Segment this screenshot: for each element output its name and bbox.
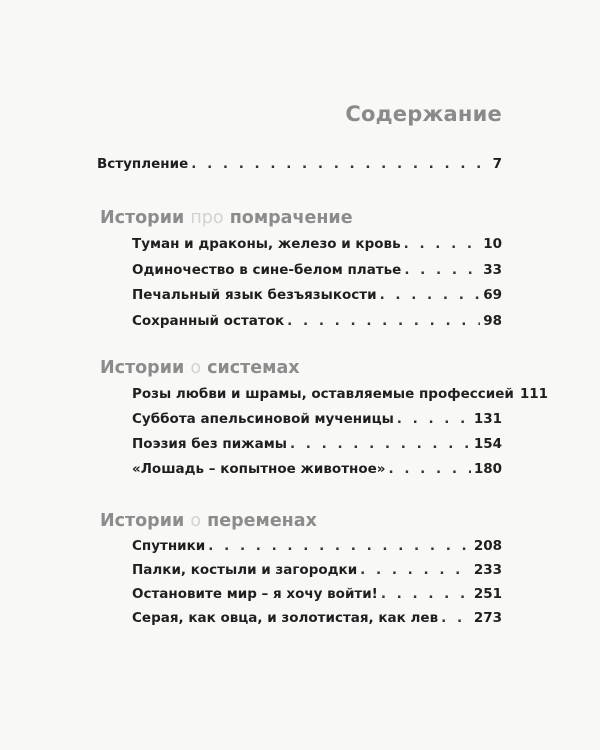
toc-entry-page: 33 — [483, 262, 502, 278]
toc-entry — [132, 313, 502, 329]
toc-entry-label: Печальный язык безъязыкости — [132, 287, 377, 303]
toc-entry-label: «Лошадь – копытное животное» — [132, 461, 386, 477]
dot-leader — [404, 262, 480, 278]
section-heading-connector: о — [190, 358, 202, 378]
toc-entry-page: 98 — [483, 313, 502, 329]
toc-entry-label: Серая, как овца, и золотистая, как лев — [132, 610, 439, 626]
section-heading-word: Истории — [100, 358, 185, 378]
toc-entry-page: 233 — [473, 562, 502, 578]
section-heading-3 — [100, 511, 317, 531]
dot-leader — [208, 538, 471, 554]
dot-leader — [380, 287, 481, 303]
page-title: Содержание — [345, 102, 502, 126]
toc-entry-label: Остановите мир – я хочу войти! — [132, 586, 378, 602]
toc-entry-page: 10 — [483, 236, 502, 252]
dot-leader — [404, 236, 481, 252]
section-heading-1 — [100, 208, 353, 228]
toc-entry — [132, 386, 549, 402]
dot-leader — [441, 610, 471, 626]
dot-leader — [397, 411, 471, 427]
toc-entry-label: Вступление — [97, 156, 189, 172]
toc-entry — [132, 287, 502, 303]
toc-entry-page: 273 — [473, 610, 502, 626]
toc-entry — [132, 436, 502, 452]
dot-leader — [290, 436, 471, 452]
toc-entry — [132, 538, 502, 554]
toc-entry-page: 180 — [473, 461, 502, 477]
toc-entry-page: 251 — [473, 586, 502, 602]
dot-leader — [360, 562, 471, 578]
toc-entry-page: 7 — [492, 156, 502, 172]
toc-entry-label: Палки, костыли и загородки — [132, 562, 358, 578]
toc-entry-page: 154 — [473, 436, 502, 452]
toc-entry-page: 208 — [473, 538, 502, 554]
toc-entry-label: Одиночество в сине-белом платье — [132, 262, 402, 278]
dot-leader — [389, 461, 471, 477]
toc-entry-page: 69 — [483, 287, 502, 303]
dot-leader — [191, 156, 489, 172]
toc-entry — [132, 610, 502, 626]
toc-entry-label: Суббота апельсиновой мученицы — [132, 411, 394, 427]
dot-leader — [381, 586, 471, 602]
toc-entry-page: 111 — [519, 386, 549, 402]
toc-entry-label: Розы любви и шрамы, оставляемые профессией — [132, 386, 514, 402]
section-heading-word: Истории — [100, 511, 185, 531]
toc-entry-page: 131 — [473, 411, 502, 427]
toc-entry-intro — [97, 156, 502, 172]
dot-leader — [287, 313, 480, 329]
toc-entry-label: Туман и драконы, железо и кровь — [132, 236, 401, 252]
toc-entry — [132, 562, 502, 578]
toc-entry-label: Поэзия без пижамы — [132, 436, 287, 452]
section-heading-connector: о — [190, 511, 202, 531]
toc-entry — [132, 411, 502, 427]
toc-entry-label: Спутники — [132, 538, 206, 554]
section-heading-word: системах — [207, 358, 300, 378]
toc-entry — [132, 461, 502, 477]
section-heading-2 — [100, 358, 300, 378]
section-heading-word: переменах — [207, 511, 317, 531]
section-heading-connector: про — [190, 208, 224, 228]
section-heading-word: Истории — [100, 208, 185, 228]
toc-entry — [132, 236, 502, 252]
toc-entry-label: Сохранный остаток — [132, 313, 285, 329]
toc-entry — [132, 262, 502, 278]
toc-entry — [132, 586, 502, 602]
section-heading-word: помрачение — [229, 208, 353, 228]
